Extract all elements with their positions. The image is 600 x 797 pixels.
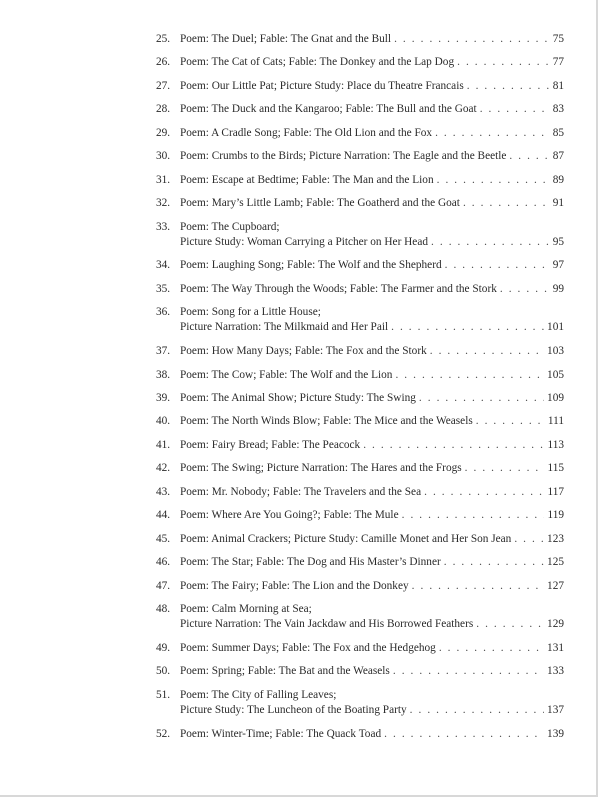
toc-entry [156, 79, 564, 94]
entry-title: Poem: Escape at Bedtime; Fable: The Man and the Lion [180, 173, 434, 186]
entry-number: 49. [156, 641, 171, 654]
entry-title: Poem: Our Little Pat; Picture Study: Place du Theatre Francais [180, 79, 464, 92]
page-number: 137 [547, 703, 564, 716]
entry-number: 39. [156, 392, 171, 405]
entry-title: Poem: Mary’s Little Lamb; Fable: The Goatherd and the Goat [180, 197, 460, 210]
entry-number: 27. [156, 79, 171, 92]
entry-line [180, 532, 564, 547]
dot-leader [444, 555, 544, 570]
entry-number: 47. [156, 579, 171, 592]
page-number: 101 [547, 321, 564, 334]
page-number: 95 [552, 235, 564, 248]
entry-line [180, 102, 564, 117]
entry-title: Poem: The Cupboard; [180, 220, 280, 233]
dot-leader [430, 344, 544, 359]
toc-entry [156, 368, 564, 383]
page-number: 103 [547, 345, 564, 358]
entry-number: 44. [156, 509, 171, 522]
entry-number: 25. [156, 33, 171, 45]
dot-leader [500, 282, 550, 297]
entry-line [180, 438, 564, 453]
dot-leader [384, 727, 544, 742]
entry-title: Poem: Summer Days; Fable: The Fox and the Hedgehog [180, 641, 436, 654]
entry-title: Picture Study: Woman Carrying a Pitcher on Her Head [180, 235, 428, 248]
entry-title: Poem: A Cradle Song; Fable: The Old Lion and the Fox [180, 126, 433, 139]
entry-title: Poem: How Many Days; Fable: The Fox and the Stork [180, 345, 427, 358]
page-number: 119 [547, 509, 564, 522]
dot-leader [435, 126, 550, 141]
dot-leader [419, 391, 544, 406]
page-number: 133 [547, 665, 564, 678]
entry-line [180, 305, 564, 320]
entry-title: Poem: Mr. Nobody; Fable: The Travelers and the Sea [180, 485, 422, 498]
toc-entry [156, 149, 564, 164]
entry-line [180, 196, 564, 211]
toc-entry [156, 664, 564, 679]
entry-title: Picture Narration: The Vain Jackdaw and His Borrowed Feathers [180, 617, 474, 630]
entry-title: Poem: The Way Through the Woods; Fable: The Farmer and the Stork [180, 282, 497, 295]
toc-entry [156, 258, 564, 273]
entry-line [180, 220, 564, 235]
entry-title: Poem: The Cow; Fable: The Wolf and the Lion [180, 368, 393, 381]
entry-line [180, 414, 564, 429]
page-number: 105 [547, 368, 564, 381]
entry-line [180, 55, 564, 70]
toc-entry [156, 32, 564, 47]
entry-number: 50. [156, 665, 171, 678]
entry-line [180, 703, 564, 718]
page-number: 117 [547, 485, 564, 498]
entry-line [180, 688, 564, 703]
page-number: 91 [552, 197, 564, 210]
toc-entry [156, 391, 564, 406]
entry-number: 31. [156, 173, 171, 186]
entry-line [180, 258, 564, 273]
dot-leader [431, 235, 550, 250]
entry-title: Picture Study: The Luncheon of the Boating Party [180, 703, 407, 716]
page-number: 123 [547, 532, 564, 545]
dot-leader [463, 196, 550, 211]
entry-title: Picture Narration: The Milkmaid and Her Pail [180, 321, 389, 334]
page-number: 83 [552, 103, 564, 116]
entry-line [180, 555, 564, 570]
toc-entry [156, 344, 564, 359]
entry-line [180, 602, 564, 617]
page-number: 97 [552, 259, 564, 272]
dot-leader [363, 438, 544, 453]
entry-line [180, 282, 564, 297]
entry-title: Poem: The Swing; Picture Narration: The Hares and the Frogs [180, 462, 462, 475]
entry-line [180, 617, 564, 632]
dot-leader [509, 149, 549, 164]
page-number: 99 [552, 282, 564, 295]
entry-line [180, 32, 564, 47]
toc-entry [156, 438, 564, 453]
entry-line [180, 235, 564, 250]
toc-entry [156, 532, 564, 547]
entry-number: 40. [156, 415, 171, 428]
dot-leader [476, 414, 545, 429]
toc-entry [156, 641, 564, 656]
page-number: 131 [547, 641, 564, 654]
entry-title: Poem: Song for a Little House; [180, 306, 321, 319]
entry-title: Poem: Where Are You Going?; Fable: The Mule [180, 509, 399, 522]
toc-entry [156, 485, 564, 500]
entry-title: Poem: Crumbs to the Birds; Picture Narration: The Eagle and the Beetle [180, 150, 507, 163]
entry-line [180, 508, 564, 523]
dot-leader [439, 641, 544, 656]
entry-line [180, 149, 564, 164]
entry-number: 52. [156, 727, 171, 740]
toc-entry [156, 196, 564, 211]
page-number: 127 [547, 579, 564, 592]
page-number: 85 [552, 126, 564, 139]
dot-leader [412, 579, 544, 594]
entry-title: Poem: The Duel; Fable: The Gnat and the Bull [180, 33, 392, 45]
page-number: 125 [547, 556, 564, 569]
entry-line [180, 126, 564, 141]
toc-entry [156, 508, 564, 523]
entry-number: 51. [156, 688, 171, 701]
dot-leader [480, 102, 550, 117]
entry-title: Poem: The City of Falling Leaves; [180, 688, 337, 701]
entry-number: 35. [156, 282, 171, 295]
entry-title: Poem: The Fairy; Fable: The Lion and the Donkey [180, 579, 409, 592]
toc-entry [156, 727, 564, 742]
entry-line [180, 579, 564, 594]
entry-number: 42. [156, 462, 171, 475]
page-number: 77 [552, 56, 564, 69]
entry-number: 36. [156, 306, 171, 319]
dot-leader [410, 703, 544, 718]
entry-number: 37. [156, 345, 171, 358]
entry-line [180, 461, 564, 476]
toc-entry [156, 602, 564, 632]
toc-entry [156, 414, 564, 429]
entry-line [180, 664, 564, 679]
toc-entry [156, 461, 564, 476]
entry-line [180, 368, 564, 383]
entry-number: 33. [156, 220, 171, 233]
page-number: 115 [547, 462, 564, 475]
entry-number: 34. [156, 259, 171, 272]
entry-number: 30. [156, 150, 171, 163]
entry-line [180, 79, 564, 94]
entry-line [180, 344, 564, 359]
dot-leader [465, 461, 545, 476]
page-number: 87 [552, 150, 564, 163]
entry-number: 28. [156, 103, 171, 116]
entry-number: 29. [156, 126, 171, 139]
dot-leader [395, 368, 544, 383]
dot-leader [514, 532, 544, 547]
dot-leader [467, 79, 550, 94]
page-number: 89 [552, 173, 564, 186]
entry-line [180, 320, 564, 335]
dot-leader [445, 258, 550, 273]
dot-leader [402, 508, 545, 523]
entry-title: Poem: Calm Morning at Sea; [180, 602, 312, 615]
toc-entry [156, 282, 564, 297]
dot-leader [424, 485, 544, 500]
table-of-contents [156, 32, 564, 750]
page-number: 81 [552, 79, 564, 92]
entry-number: 26. [156, 56, 171, 69]
entry-line [180, 485, 564, 500]
page-number: 75 [552, 33, 564, 45]
entry-number: 38. [156, 368, 171, 381]
page-number: 111 [547, 415, 564, 428]
entry-line [180, 641, 564, 656]
dot-leader [437, 173, 550, 188]
entry-line [180, 173, 564, 188]
entry-title: Poem: The Animal Show; Picture Study: The Swing [180, 392, 416, 405]
page-number: 129 [547, 617, 564, 630]
entry-number: 48. [156, 602, 171, 615]
entry-number: 32. [156, 197, 171, 210]
entry-title: Poem: Animal Crackers; Picture Study: Camille Monet and Her Son Jean [180, 532, 512, 545]
toc-entry [156, 688, 564, 718]
entry-title: Poem: Fairy Bread; Fable: The Peacock [180, 438, 361, 451]
entry-number: 45. [156, 532, 171, 545]
dot-leader [394, 32, 550, 47]
toc-entry [156, 102, 564, 117]
entry-title: Poem: The Cat of Cats; Fable: The Donkey and the Lap Dog [180, 56, 455, 69]
entry-number: 46. [156, 556, 171, 569]
entry-title: Poem: Winter-Time; Fable: The Quack Toad [180, 727, 382, 740]
toc-entry [156, 220, 564, 250]
entry-title: Poem: The North Winds Blow; Fable: The Mice and the Weasels [180, 415, 473, 428]
page-number: 139 [547, 727, 564, 740]
entry-title: Poem: The Star; Fable: The Dog and His Master’s Dinner [180, 556, 441, 569]
dot-leader [476, 617, 544, 632]
entry-line [180, 391, 564, 406]
page-number: 109 [547, 392, 564, 405]
page-number: 113 [547, 438, 564, 451]
dot-leader [391, 320, 544, 335]
toc-entry [156, 305, 564, 335]
toc-entry [156, 173, 564, 188]
dot-leader [393, 664, 544, 679]
dot-leader [457, 55, 550, 70]
toc-entry [156, 555, 564, 570]
entry-title: Poem: Laughing Song; Fable: The Wolf and the Shepherd [180, 259, 442, 272]
toc-entry [156, 579, 564, 594]
entry-title: Poem: The Duck and the Kangaroo; Fable: The Bull and the Goat [180, 103, 477, 116]
entry-number: 43. [156, 485, 171, 498]
toc-entry [156, 55, 564, 70]
toc-entry [156, 126, 564, 141]
entry-number: 41. [156, 438, 171, 451]
entry-line [180, 727, 564, 742]
entry-title: Poem: Spring; Fable: The Bat and the Weasels [180, 665, 390, 678]
